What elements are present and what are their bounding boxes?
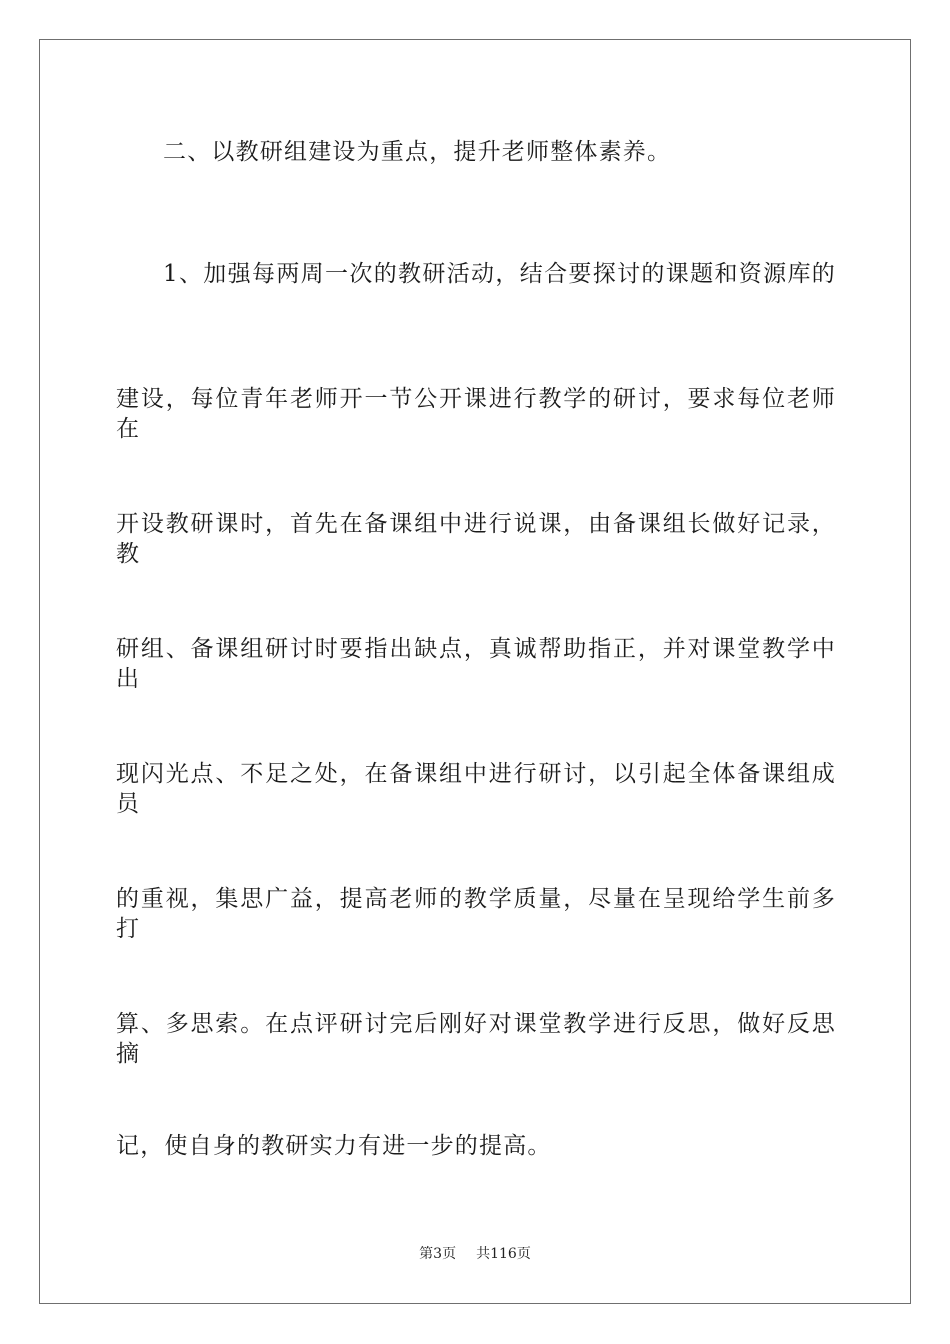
paragraph-line-4: 研组、备课组研讨时要指出缺点，真诚帮助指正，并对课堂教学中出 (116, 636, 836, 692)
paragraph-line-1: 1、加强每两周一次的教研活动，结合要探讨的课题和资源库的 (163, 261, 836, 287)
paragraph-line-3: 开设教研课时，首先在备课组中进行说课，由备课组长做好记录，教 (116, 511, 836, 567)
paragraph-line-2: 建设，每位青年老师开一节公开课进行教学的研讨，要求每位老师在 (116, 386, 836, 442)
page-number: 第3页 (419, 1246, 457, 1262)
paragraph-line-6: 的重视，集思广益，提高老师的教学质量，尽量在呈现给学生前多打 (116, 886, 836, 942)
total-pages: 共116页 (476, 1246, 531, 1262)
paragraph-line-7: 算、多思索。在点评研讨完后刚好对课堂教学进行反思，做好反思摘 (116, 1011, 836, 1067)
paragraph-line-8: 记，使自身的教研实力有进一步的提高。 (116, 1133, 552, 1159)
page-border (39, 39, 911, 1304)
page-footer (0, 1244, 950, 1264)
section-heading: 二、以教研组建设为重点，提升老师整体素养。 (163, 139, 672, 165)
paragraph-line-5: 现闪光点、不足之处，在备课组中进行研讨，以引起全体备课组成员 (116, 761, 836, 817)
